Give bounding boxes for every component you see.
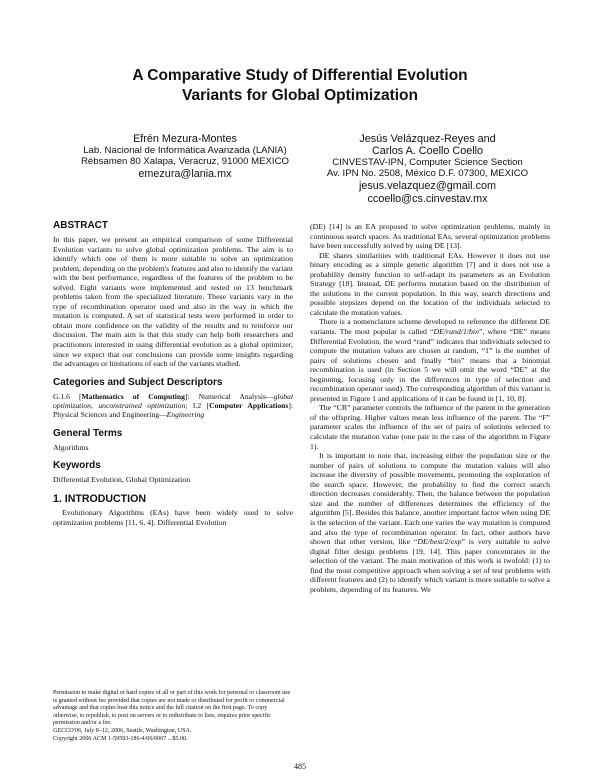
general-terms-heading: General Terms <box>53 427 123 439</box>
introduction-text: Evolutionary Algorithms (EAs) have been widely used to solve optimization problems [11, 6, 4]. Differential Evolution <box>53 507 293 527</box>
keywords-heading: Keywords <box>53 460 101 472</box>
paragraph: DE shares similarities with traditional EAs. However it does not use binary encoding as a simple genetic algorithm [7] and it does not use a probability density function to self-adapt its parameters as an Evolution Strategy [18]. Instead, DE performs mutation based on the distribution of the solutions in the current population. In this way, search directions and possible stepsizes depend on the location of the individuals selected to calculate the mutation values. <box>310 250 550 317</box>
paper-title <box>0 66 600 106</box>
author-address: Av. IPN No. 2508, México D.F. 07300, MEXICO <box>326 168 529 180</box>
author-block-right <box>300 133 555 206</box>
categories-heading: Categories and Subject Descriptors <box>53 376 223 388</box>
paper-title-line-1: A Comparative Study of Differential Evolution <box>132 67 468 84</box>
author-affiliation: Lab. Nacional de Informática Avanzada (LANIA) <box>83 145 287 156</box>
paper-title-line-2: Variants for Global Optimization <box>182 87 418 104</box>
copyright-text: Copyright 2006 ACM 1-59593-186-4/06/0007 ...$5.00. <box>53 735 188 742</box>
introduction-heading: 1. INTRODUCTION <box>53 492 146 505</box>
paragraph: It is important to note that, increasing either the population size or the number of pairs of solutions to compute the mutation values will also increase the diversity of possible movements, promoting the exploration of the search space. However, the probability to find the correct search direction decreases considerably. Then, the balance between the population size and the number of differences determines the efficiency of the algorithm [5]. Besides this balance, another important factor when using DE is the selection of the variant. Each one varies the way mutation is computed and also the type of recombination operator. In fact, other authors have shown that other version, like “DE/best/2/exp” is very suitable to solve digital filter design problems [19, 14]. This paper concentrates in the selection of the variant. The main motivation of this work is twofold: (1) to find the most competitive approach when solving a set of test problems with different features and (2) to identify which variant is more suitable to solve a problem, depending of its features. We <box>310 451 550 594</box>
page-number: 485 <box>294 762 306 771</box>
abstract-heading: ABSTRACT <box>53 220 108 231</box>
author-address: Rébsamen 80 Xalapa, Veracruz, 91000 MEXICO <box>81 156 289 168</box>
paragraph: There is a nomenclature scheme developed to reference the different DE variants. The most popular is called “DE/rand/1/bin”, where “DE” means Differential Evolution, the word “rand” indicates that individuals selected to compute the mutation values are chosen at random, “1” is the number of pairs of solutions chosen and finally “bin” means that a binomial recombination is used (in Section 5 we will omit the word “DE” at the beginning, focusing only in the differences in type of selection and recombination operator used). The corresponding algorithm of this variant is presented in Figure 1 and applications of it can be found in [1, 10, 8]. <box>310 317 550 403</box>
abstract-text: In this paper, we present an empirical comparison of some Differential Evolution variants to solve global optimization problems. The aim is to identify which one of them is more suitable to solve an optimization problem, depending on the problem's features and also to identify the variant with the best performance, regardless of the features of the problem to be solved. Eight variants were implemented and tested on 13 benchmark problems taken from the specialized literature. These variants vary in the type of recombination operator used and also in the way in which the mutation is computed. A set of statistical tests were performed in order to obtain more confidence on the validity of the results and to reinforce our discussion. The main aim is that this study can help both researchers and practitioners interested in using differential evolution as a global optimizer, since we expect that our conclusions can provide some insights regarding the advantages or limitations of each of the variants studied. <box>53 235 293 369</box>
paragraph: (DE) [14] is an EA proposed to solve optimization problems, mainly in continuous search spaces. As traditional EAs, several optimization problems have been successfully solved by using DE [13]. <box>310 222 550 251</box>
right-column <box>310 222 550 594</box>
author-block-left <box>60 133 310 181</box>
general-terms-text: Algorithms <box>53 442 89 452</box>
conference-info: GECCO'06, July 8–12, 2006, Seattle, Washington, USA. <box>53 727 192 734</box>
permission-notice <box>53 690 293 743</box>
left-column <box>53 220 293 527</box>
author-name: Efrén Mezura-Montes <box>133 133 237 145</box>
author-email: emezura@lania.mx <box>138 167 232 180</box>
categories-text: G.1.6 [Mathematics of Computing]: Numerical Analysis—global optimization, unconstrained optimization; I.2 [Computer Applications]: Physical Sciences and Engineering—Engineering <box>53 391 293 420</box>
author-affiliation: CINVESTAV-IPN, Computer Science Section <box>332 157 523 168</box>
paragraph: The “CR” parameter controls the influence of the parent in the generation of the offspring. Higher values mean less influence of the parent. The “F” parameter scales the influence of the set of pairs of solutions selected to calculate the mutation value (one pair in the case of the algorithm in Figure 1). <box>310 403 550 451</box>
keywords-text: Differential Evolution, Global Optimization <box>53 475 191 485</box>
permission-text: Permission to make digital or hard copies of all or part of this work for personal or classroom use is granted without fee provided that copies are not made or distributed for profit or commercial advantage and that copies bear this notice and the full citation on the first page. To copy otherwise, to republish, to post on servers or to redistribute to lists, requires prior specific permission and/or a fee. <box>53 690 291 727</box>
author-email-1: jesus.velazquez@gmail.com <box>359 179 496 192</box>
author-email-2: ccoello@cs.cinvestav.mx <box>367 192 488 205</box>
author-name-1: Jesús Velázquez-Reyes and <box>359 133 496 145</box>
author-name-2: Carlos A. Coello Coello <box>371 145 484 157</box>
